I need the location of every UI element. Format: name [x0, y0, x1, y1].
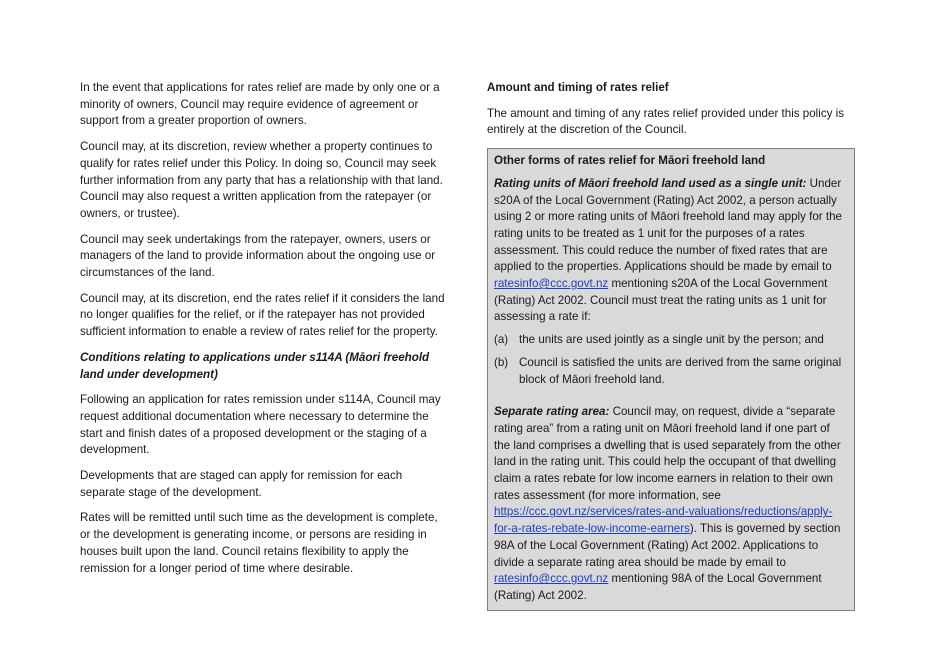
single-unit-lead: Rating units of Māori freehold land used as a single unit: [494, 176, 807, 190]
left-column [80, 80, 448, 586]
separate-rating-mid: ). This is governed by section 98A of the Local Government (Rating) Act 2002. Applications to divide a separate rating area should be made by email to [494, 522, 841, 569]
info-box-title: Other forms of rates relief for Māori freehold land [494, 154, 766, 168]
single-unit-text: Under s20A of the Local Government (Rating) Act 2002, a person actually using 2 or more rating units of Māori freehold land may apply for the rating units to be treated as 1 unit for the purposes of a rates assessment. This could reduce the number of fixed rates that are applied to the properties. Applications should be made by email to [494, 176, 842, 274]
info-box-other-relief [487, 148, 855, 611]
list-label: (b) [494, 355, 509, 369]
list-text: the units are used jointly as a single unit by the person; and [519, 333, 824, 347]
paragraph-undertakings: Council may seek undertakings from the ratepayer, owners, users or managers of the land to provide information about the ongoing use or circumstances of the land. [80, 232, 436, 280]
single-unit-after: mentioning s20A of the Local Government (Rating) Act 2002. Council must treat the rating units as 1 unit for assessing a rate if: [494, 277, 828, 324]
right-column [487, 80, 855, 611]
paragraph-single-unit [494, 176, 848, 326]
paragraph-remission-period: Rates will be remitted until such time as the development is complete, or the development is generating income, or persons are residing in houses built upon the land. Council retains flexibility to apply the remission for a longer period of time where desirable. [80, 511, 438, 575]
paragraph-end-relief: Council may, at its discretion, end the rates relief if it considers the land no longer qualifies for the relief, or if the ratepayer has not provided sufficient information to enable a review of rates relief for the property. [80, 291, 445, 339]
rebate-info-link[interactable]: https://ccc.govt.nz/services/rates-and-valuations/reductions/apply-for-a-rates-rebate-low-income-earners [494, 505, 833, 536]
paragraph-staged-developments: Developments that are staged can apply for remission for each separate stage of the development. [80, 469, 403, 499]
paragraph-owners-evidence: In the event that applications for rates relief are made by only one or a minority of owners, Council may require evidence of agreement or support from a greater proportion of owners. [80, 81, 440, 128]
paragraph-separate-rating-area [494, 404, 848, 604]
spacer [494, 394, 848, 404]
section-heading-amount-timing: Amount and timing of rates relief [487, 81, 669, 94]
list-label: (a) [494, 333, 509, 347]
list-item [494, 355, 848, 388]
separate-rating-text: Council may, on request, divide a “separate rating area” from a rating unit on Māori freehold land if one part of the land comprises a dwelling that is used separately from the other land in the rating unit. This could help the occupant of that dwelling claim a rates rebate for low income earners in relation to their own rates assessment (for more information, see [494, 405, 841, 502]
paragraph-documentation: Following an application for rates remission under s114A, Council may request additional documentation where necessary to determine the start and finish dates of a proposed development or the staging of a development. [80, 393, 441, 457]
email-link[interactable]: ratesinfo@ccc.govt.nz [494, 277, 609, 291]
list-text: Council is satisfied the units are derived from the same original block of Māori freehold land. [519, 355, 842, 386]
paragraph-discretion: The amount and timing of any rates relief provided under this policy is entirely at the discretion of the Council. [487, 106, 845, 137]
paragraph-review-qualification: Council may, at its discretion, review whether a property continues to qualify for rates relief under this Policy. In doing so, Council may seek further information from any party that has a relationship with that land. Council may also request a written application from the ratepayer (or owners, or trustee). [80, 140, 443, 220]
list-item [494, 332, 848, 349]
email-link[interactable]: ratesinfo@ccc.govt.nz [494, 572, 609, 586]
section-heading-s114a: Conditions relating to applications under s114A (Māori freehold land under development) [80, 350, 430, 381]
separate-rating-lead: Separate rating area: [494, 405, 610, 419]
separate-rating-after: mentioning 98A of the Local Government (Rating) Act 2002. [494, 572, 822, 602]
